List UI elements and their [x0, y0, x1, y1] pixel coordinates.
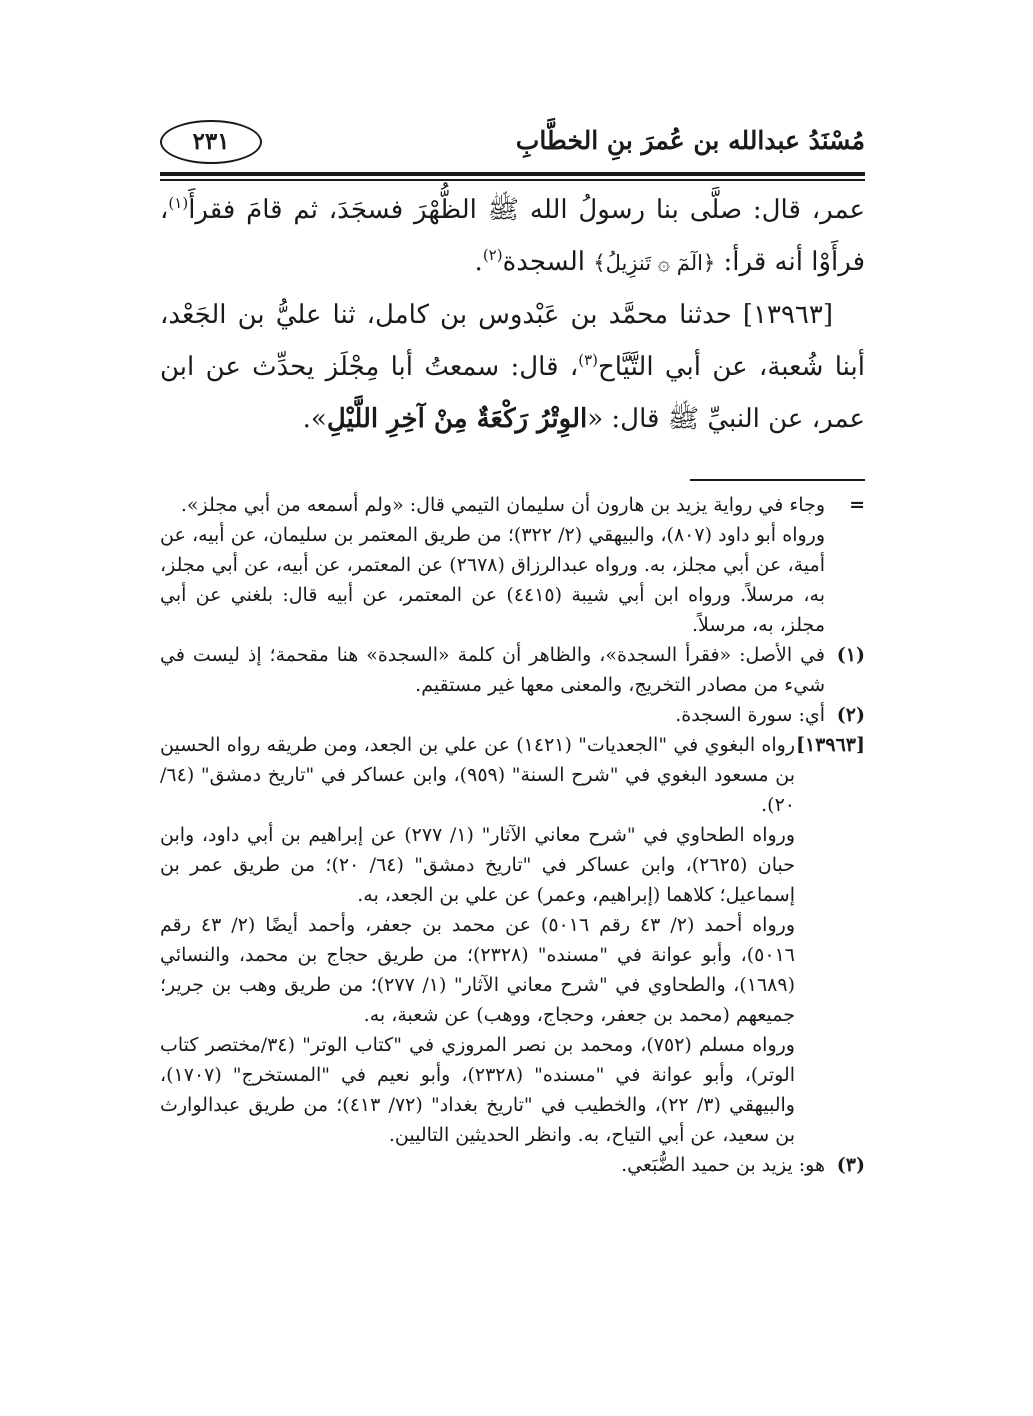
footnotes — [160, 490, 865, 1180]
quran-quote: ﴿الٓمٓ ۞ تَنزِيلُ﴾ — [593, 251, 716, 275]
footnote-marker: (١) — [836, 644, 865, 666]
hadith-number-marker: [١٣٩٦٣] — [795, 734, 865, 756]
header-rule-thin — [160, 179, 865, 181]
footnote-marker: (٢) — [836, 704, 865, 726]
footnote-marker: (٣) — [836, 1154, 865, 1176]
footnote-ref-2: (٢) — [482, 246, 503, 264]
takhrij-note: [١٣٩٦٣] رواه البغوي في "الجعديات" (١٤٢١) عن علي بن الجعد، ومن طريقه رواه الحسين بن مسعود البغوي في "شرح السنة" (٩٥٩)، وابن عساكر في "تاريخ دمشق" (٦٤/ ٢٠). ورواه الطحاوي في "شرح معاني الآثار" (١/ ٢٧٧) عن إبراهيم بن أبي داود، وابن حبان (٢٦٢٥)، وابن عساكر في "تاريخ دمشق" (٦٤/ ٢٠)؛ من طريق عمر بن إسماعيل؛ كلاهما (إبراهيم، وعمر) عن علي بن الجعد، به. ورواه أحمد (٢/ ٤٣ رقم ٥٠١٦) عن محمد بن جعفر، وأحمد أيضًا (٢/ ٤٣ رقم ٥٠١٦)، وأبو عوانة في "مسنده" (٢٣٢٨)؛ من طريق حجاج بن محمد، والنسائي (١٦٨٩)، والطحاوي في "شرح معاني الآثار" (١/ ٢٧٧)؛ من طريق وهب بن جرير؛ جميعهم (محمد بن جعفر، وحجاج، ووهب) عن شعبة، به. ورواه مسلم (٧٥٢)، ومحمد بن نصر المروزي في "كتاب الوتر" (٣٤/مختصر كتاب الوتر)، وأبو عوانة في "مسنده" (٢٣٢٨)، وأبو نعيم في "المستخرج" (١٧٠٧)، والبيهقي (٣/ ٢٢)، والخطيب في "تاريخ بغداد" (٧٢/ ٤١٣)؛ من طريق عبدالوارث بن سعيد، عن أبي التياح، به. وانظر الحديثين التاليين. — [160, 730, 865, 1150]
paragraph-continuation: عمر، قال: صلَّى بنا رسولُ الله ﷺ الظُّهْرَ فسجَدَ، ثم قامَ فقرأَ$^{(١)}$، فرأَوْا أنه قرأ: ﴿الٓمٓ ۞ تَنزِيلُ﴾ السجدة$^{(٢)}$. — [160, 194, 865, 277]
footnote-1: (١) في الأصل: «فقرأ السجدة»، والظاهر أن كلمة «السجدة» هنا مقحمة؛ إذ ليست في شيء من مصادر التخريج، والمعنى معها غير مستقيم. — [160, 640, 865, 700]
footnote-3: (٣) هو: يزيد بن حميد الضُّبَعي. — [160, 1150, 865, 1180]
page-number-badge: ٢٣١ — [160, 120, 262, 164]
footnote-marker: = — [849, 494, 865, 516]
page-header — [160, 118, 865, 174]
footnote-separator — [690, 479, 865, 481]
footnote-ref-1: (١) — [168, 194, 189, 212]
hadith-paragraph: [١٣٩٦٣] حدثنا محمَّد بن عَبْدوس بن كامل، ثنا عليُّ بن الجَعْد، أبنا شُعبة، عن أبي التَّيَّاح$^{(٣)}$، قال: سمعتُ أبا مِجْلَز يحدِّث عن ابن عمر، عن النبيِّ ﷺ قال: «الوِتْرُ رَكْعَةٌ مِنْ آخِرِ اللَّيْلِ». — [160, 300, 865, 434]
footnote-ref-3: (٣) — [578, 351, 599, 369]
main-text — [160, 184, 865, 445]
header-rule-thick — [160, 172, 865, 176]
hadith-text: الوِتْرُ رَكْعَةٌ مِنْ آخِرِ اللَّيْلِ — [326, 404, 588, 434]
footnote-2: (٢) أي: سورة السجدة. — [160, 700, 865, 730]
running-title: مُسْنَدُ عبدالله بن عُمرَ بنِ الخطَّابِ — [515, 126, 865, 155]
footnote-continuation: = وجاء في رواية يزيد بن هارون أن سليمان التيمي قال: «ولم أسمعه من أبي مجلز». ورواه أبو داود (٨٠٧)، والبيهقي (٢/ ٣٢٢)؛ من طريق المعتمر بن سليمان، عن أبيه، عن أمية، عن أبي مجلز، به. ورواه عبدالرزاق (٢٦٧٨) عن المعتمر، عن أبيه، عن أبي مجلز، به، مرسلاً. ورواه ابن أبي شيبة (٤٤١٥) عن المعتمر، عن أبيه قال: بلغني عن أبي مجلز، به، مرسلاً. — [160, 490, 865, 640]
